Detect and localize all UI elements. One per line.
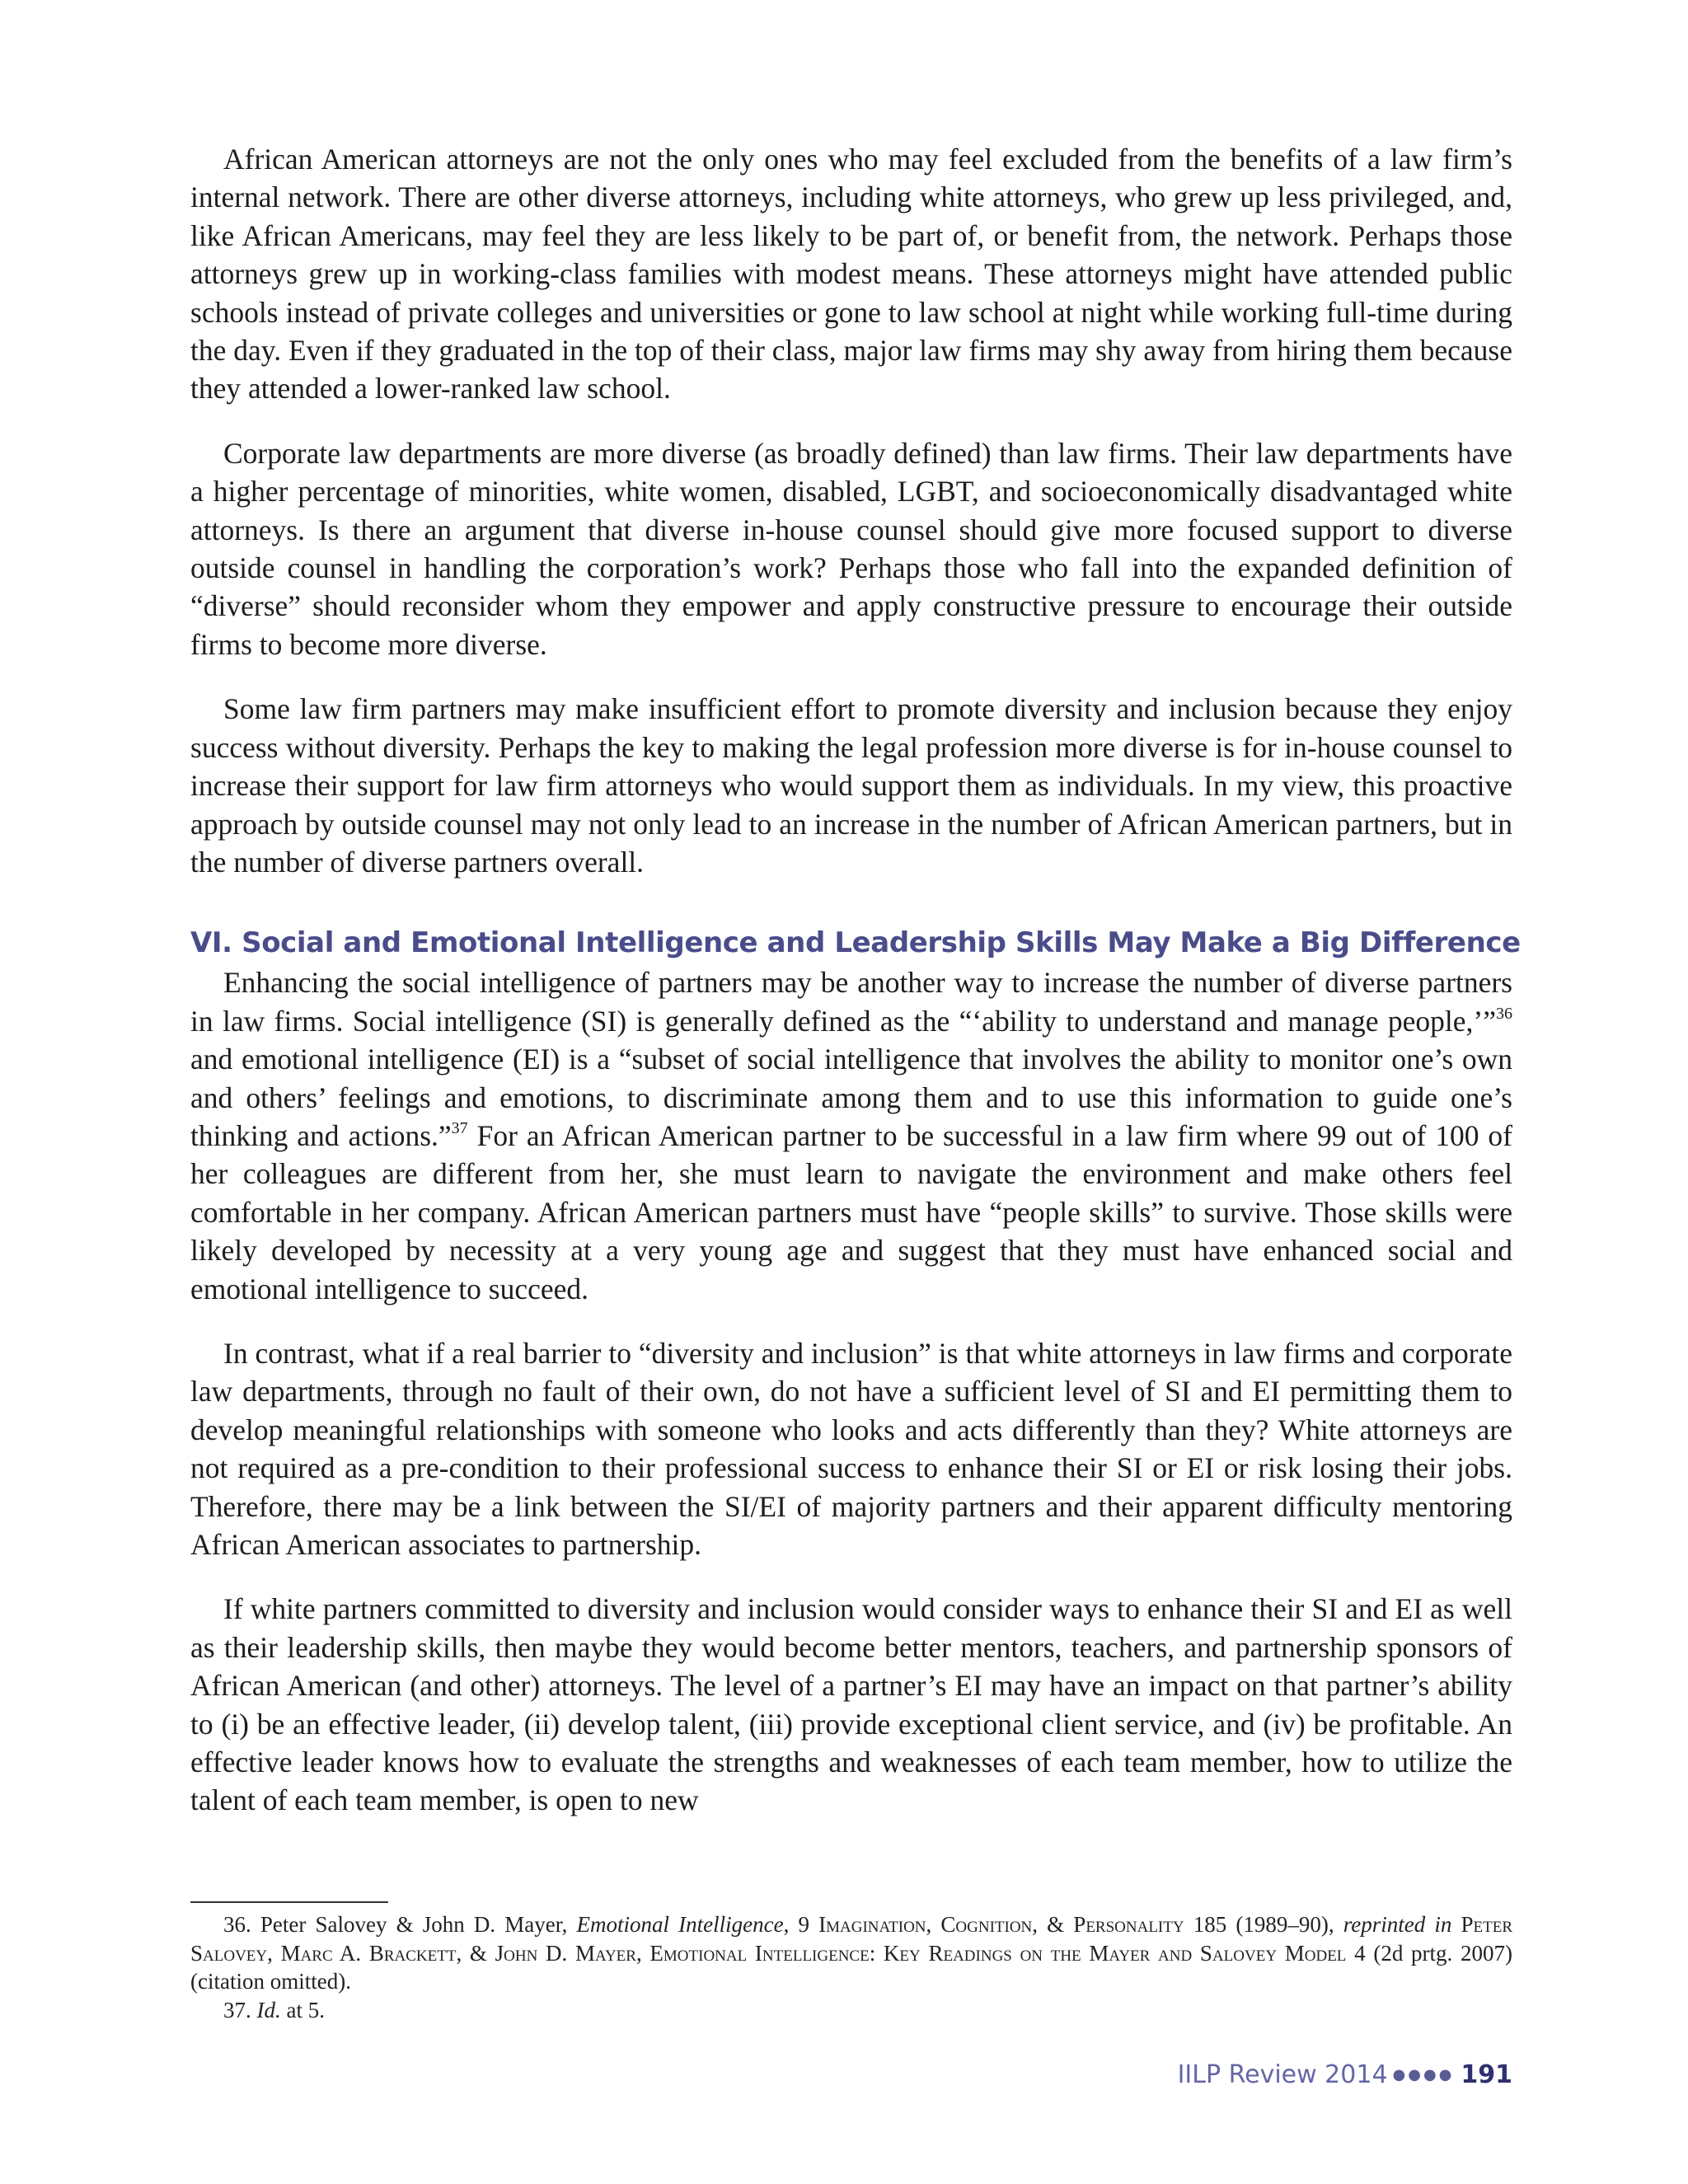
fn37-id: Id.: [256, 1997, 281, 2022]
paragraph-2: Corporate law departments are more diverse (as broadly defined) than law firms. Their law departments have a higher percentage of minorities, white women, disabled, LGBT, and socioeconomically disadvantaged white attorneys. Is there an argument that diverse in-house counsel should give more focused support to diverse outside counsel in handling the corporation’s work? Perhaps those who fall into the expanded definition of “diverse” should reconsider whom they empower and apply constructive pressure to encourage their outside firms to become more diverse.: [190, 436, 1512, 661]
paragraph-4-part-b: and emotional intelligence (EI) is a “subset of social intelligence that involves the ability to monitor one’s own and others’ feelings and emotions, to discriminate among them and to use this information to guide one’s thinking and actions.”: [190, 1043, 1512, 1152]
fn37-text-2: at 5.: [280, 1997, 325, 2022]
paragraph-1: African American attorneys are not the only ones who may feel excluded from the benefits of a law firm’s internal network. There are other diverse attorneys, including white attorneys, who grew up less privileged, and, like African Americans, may feel they are less likely to be part of, or benefit from, the network. Perhaps those attorneys grew up in working-class families with modest means. These attorneys might have attended public schools instead of private colleges and universities or gone to law school at night while working full-time during the day. Even if they graduated in the top of their class, major law firms may shy away from hiring them because they attended a lower-ranked law school.: [190, 143, 1512, 405]
paragraph-4-part-a: Enhancing the social intelligence of partners may be another way to increase the number of diverse partners in law firms. Social intelligence (SI) is generally defined as the “‘ability to understand and manage people,’”: [190, 966, 1512, 1038]
paragraph-4-part-c: For an African American partner to be successful in a law firm where 99 out of 100 of her colleagues are different from her, she must learn to navigate the environment and make others feel comfortable in her company. African American partners must have “people skills” to survive. Those skills were likely developed by necessity at a very young age and suggest that they must have enhanced social and emotional intelligence to succeed.: [190, 1118, 1512, 1305]
fn36-text-3: 185 (1989–90),: [1184, 1912, 1343, 1937]
footnotes: [190, 1910, 1512, 2024]
fn37-text-1: 37.: [223, 1997, 257, 2022]
footnote-37: [190, 1996, 1512, 2025]
fn36-space: [1451, 1912, 1461, 1937]
fn36-text-2: , 9: [783, 1912, 819, 1937]
page-footer: [1178, 2059, 1512, 2095]
footnote-36: [190, 1910, 1512, 1996]
dots-ornament-icon: ●●●●: [1392, 2066, 1455, 2083]
journal-title: IILP Review 2014: [1177, 2060, 1388, 2089]
footnote-ref-36: 36: [1496, 1004, 1512, 1023]
fn36-signal: reprinted in: [1343, 1912, 1452, 1937]
article-body: [190, 140, 1521, 1820]
paragraph-4: [190, 963, 1512, 1308]
paragraph-3: Some law firm partners may make insufficient effort to promote diversity and inclusion because they enjoy success without diversity. Perhaps the key to making the legal profession more diverse is for in-house counsel to increase their support for law firm attorneys who would support them as individuals. In my view, this proactive approach by outside counsel may not only lead to an increase in the number of African American partners, but in the number of diverse partners overall.: [190, 692, 1512, 879]
paragraph-6: If white partners committed to diversity and inclusion would consider ways to enhance their SI and EI as well as their leadership skills, then maybe they would become better mentors, teachers, and partnership sponsors of African American (and other) attorneys. The level of a partner’s EI may have an impact on that partner’s ability to (i) be an effective leader, (ii) develop talent, (iii) provide exceptional client service, and (iv) be profitable. An effective leader knows how to evaluate the strengths and weaknesses of each team member, how to utilize the talent of each team member, is open to new: [190, 1592, 1512, 1817]
fn36-title: Emotional Intelligence: [576, 1912, 784, 1937]
footnote-divider: [190, 1901, 388, 1903]
page-number: 191: [1461, 2060, 1512, 2089]
fn36-journal: Imagination, Cognition, & Personality: [818, 1912, 1184, 1937]
footnote-ref-37: 37: [451, 1119, 468, 1138]
fn36-text-4: 4 (2d prtg. 2007) (citation omitted).: [190, 1940, 1512, 1994]
fn36-text-1: 36. Peter Salovey & John D. Mayer,: [223, 1912, 577, 1937]
section-heading: VI. Social and Emotional Intelligence and Leadership Skills May Make a Big Difference: [190, 926, 1521, 960]
paragraph-5: In contrast, what if a real barrier to “diversity and inclusion” is that white attorneys in law firms and corporate law departments, through no fault of their own, do not have a sufficient level of SI and EI permitting them to develop meaningful relationships with someone who looks and acts differently than they? White attorneys are not required as a pre-condition to their professional success to enhance their SI or EI or risk losing their jobs. Therefore, there may be a link between the SI/EI of majority partners and their apparent difficulty mentoring African American associates to partnership.: [190, 1336, 1512, 1561]
fn36-book: Peter Salovey, Marc A. Brackett, & John D. Mayer, Emotional Intelligence: Key Readings on the Mayer and Salovey Model: [190, 1912, 1513, 1966]
